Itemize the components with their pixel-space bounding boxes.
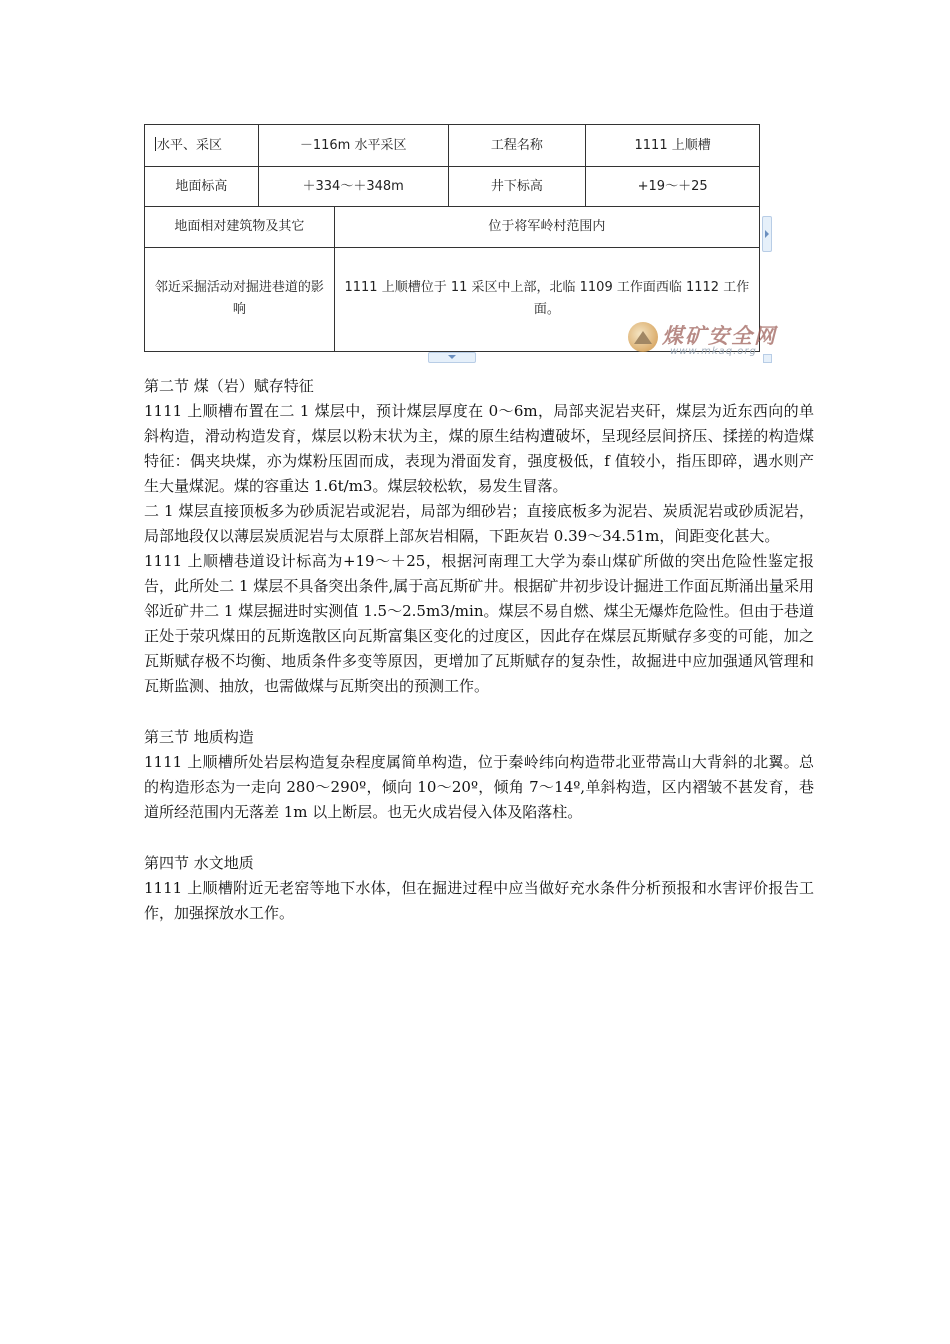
resize-handle-right[interactable] [762, 216, 772, 252]
table-cell: 地面标高 [145, 167, 259, 207]
table-cell: ＋334～＋348m [258, 167, 448, 207]
table-cell: 1111 上顺槽位于 11 采区中上部，北临 1109 工作面西临 1112 工作面。 [334, 247, 759, 351]
spacer [144, 699, 814, 725]
table-cell: +19～＋25 [586, 167, 760, 207]
watermark [628, 320, 798, 360]
table-cell: 工程名称 [448, 125, 586, 167]
paragraph: 1111 上顺槽巷道设计标高为+19～＋25，根据河南理工大学为泰山煤矿所做的突出危险性鉴定报告，此所处二 1 煤层不具备突出条件,属于高瓦斯矿井。根据矿井初步设计掘进工作面瓦斯涌出量采用邻近矿井二 1 煤层掘进时实测值 1.5～2.5m3/min。煤层不易自燃、煤尘无爆炸危险性。但由于巷道正处于荥巩煤田的瓦斯逸散区向瓦斯富集区变化的过度区，因此存在煤层瓦斯赋存多变的可能，加之瓦斯赋存极不均衡、地质条件多变等原因，更增加了瓦斯赋存的复杂性，故掘进中应加强通风管理和瓦斯监测、抽放，也需做煤与瓦斯突出的预测工作。 [144, 552, 814, 695]
table-cell: －116m 水平采区 [258, 125, 448, 167]
paragraph: 1111 上顺槽附近无老窑等地下水体，但在掘进过程中应当做好充水条件分析预报和水害评价报告工作，加强探放水工作。 [144, 879, 814, 922]
table-cell: 邻近采掘活动对掘进巷道的影响 [145, 247, 335, 351]
table-cell: 地面相对建筑物及其它 [145, 207, 335, 247]
section-heading: 第三节 地质构造 [144, 728, 254, 746]
watermark-url: www.mkaq.org [670, 346, 757, 357]
document-body [144, 374, 814, 926]
table-row [145, 167, 760, 207]
table-cell: 位于将军岭村范围内 [334, 207, 759, 247]
table-row [145, 125, 760, 167]
resize-handle-bottom[interactable] [428, 352, 476, 363]
spacer [144, 825, 814, 851]
table-row [145, 207, 760, 247]
mine-logo-icon [628, 322, 658, 352]
table-cell: 1111 上顺槽 [586, 125, 760, 167]
table-cell: 水平、采区 [145, 125, 259, 167]
paragraph: 1111 上顺槽所处岩层构造复杂程度属简单构造，位于秦岭纬向构造带北亚带嵩山大背斜的北翼。总的构造形态为一走向 280～290º，倾向 10～20º，倾角 7～14º,单斜构造，区内褶皱不甚发育，巷道所经范围内无落差 1m 以上断层。也无火成岩侵入体及陷落柱。 [144, 753, 814, 821]
section-heading: 第四节 水文地质 [144, 854, 254, 872]
paragraph: 二 1 煤层直接顶板多为砂质泥岩或泥岩，局部为细砂岩；直接底板多为泥岩、炭质泥岩或砂质泥岩，局部地段仅以薄层炭质泥岩与太原群上部灰岩相隔，下距灰岩 0.39～34.51m，间距变化甚大。 [144, 502, 814, 545]
table-cell: 井下标高 [448, 167, 586, 207]
paragraph: 1111 上顺槽布置在二 1 煤层中，预计煤层厚度在 0～6m，局部夹泥岩夹矸，煤层为近东西向的单斜构造，滑动构造发育，煤层以粉末状为主，煤的原生结构遭破坏，呈现经层间挤压、揉搓的构造煤特征：偶夹块煤，亦为煤粉压固而成，表现为滑面发育，强度极低，f 值较小，指压即碎，遇水则产生大量煤泥。煤的容重达 1.6t/m3。煤层较松软，易发生冒落。 [144, 402, 814, 495]
watermark-title: 煤矿安全网 [662, 324, 777, 348]
info-table [144, 124, 760, 352]
section-heading: 第二节 煤（岩）赋存特征 [144, 377, 314, 395]
